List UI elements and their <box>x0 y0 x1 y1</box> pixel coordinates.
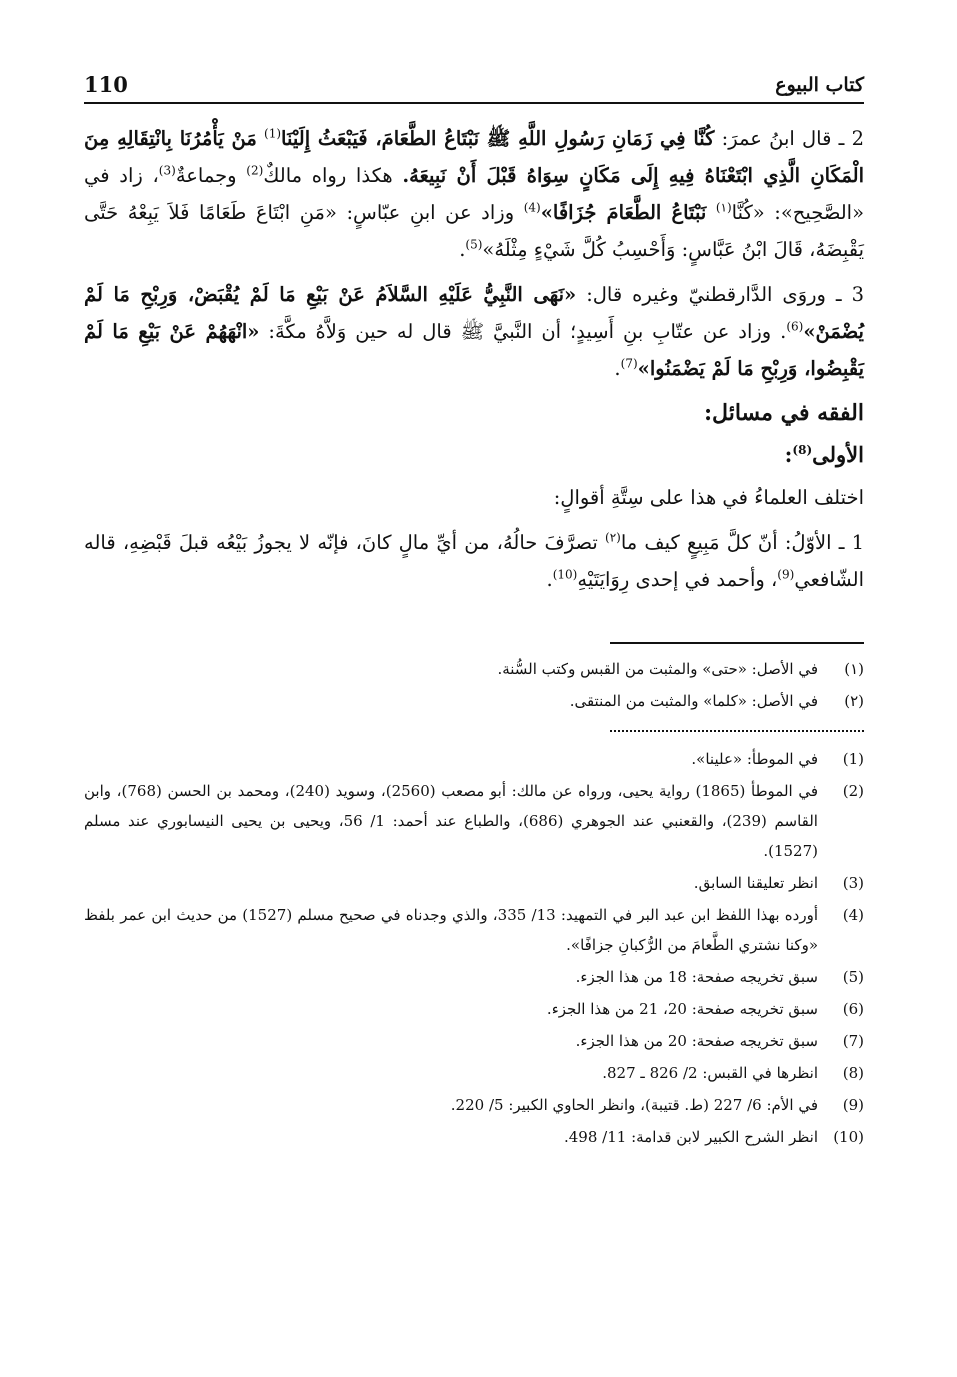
footnote <box>84 1026 864 1056</box>
intro-paragraph: اختلف العلماءُ في هذا على سِتَّةِ أقوالٍ: <box>553 486 864 509</box>
book-page <box>84 66 864 1154</box>
footnote <box>84 868 864 898</box>
editor-note-ref: (٢) <box>605 530 621 545</box>
body-text: تصرَّفَ حالُهُ، من أيِّ مالٍ كانَ، فإنّه لا يجوزُ بَيْعُه قبلَ قَبْضِهِ، قاله الشّافعي <box>84 531 864 591</box>
footnote-ref: (8) <box>792 443 813 457</box>
footnote-ref: (4) <box>523 200 541 215</box>
note-number: (1) <box>842 750 864 768</box>
editor-notes <box>84 654 864 716</box>
footnote <box>84 1122 864 1152</box>
note-text: سبق تخريجه صفحة: 20 من هذا الجزء. <box>575 1032 818 1050</box>
paragraph-3 <box>84 276 864 387</box>
note-number: (6) <box>842 1000 864 1018</box>
punctuation: . <box>459 238 466 261</box>
footnote <box>84 962 864 992</box>
footnote <box>84 776 864 866</box>
note-number: (3) <box>842 874 864 892</box>
footnotes <box>84 744 864 1152</box>
editor-note <box>84 654 864 684</box>
note-number: (4) <box>842 906 864 924</box>
hadith-quote: مَنْ يَأْمُرُنَا بِانْتِقَالِهِ مِنَ الْمَكَانِ الَّذِي ابْتَعْنَاهُ فِيهِ إِلَى مَكَانٍ سِوَاهُ قَبْلَ أَنْ نَبِيعَهُ. <box>84 127 865 187</box>
footnote <box>84 900 864 960</box>
body-text: ، وأحمد في إحدى رِوَايَتَيْهِ <box>577 568 778 591</box>
note-number: (8) <box>842 1064 864 1082</box>
note-number: (٢) <box>844 692 864 710</box>
footnote-ref: (3) <box>158 163 176 178</box>
note-text: في الأم: 6/ 227 (ط. قتيبة)، وانظر الحاوي الكبير: 5/ 220. <box>450 1096 818 1114</box>
punctuation: . <box>614 357 621 380</box>
note-text: في الأصل: «كلما» والمثبت من المنتقى. <box>569 692 818 710</box>
note-number: (7) <box>842 1032 864 1050</box>
note-text: في الموطأ (1865) رواية يحيى، ورواه عن مالك: أبو مصعب (2560)، وسويد (240)، ومحمد بن الحسن (768)، وابن القاسم (239)، والقعنبي عند الجوهري (686)، والطباع عند أحمد: 1/ 56، ويحيى بن يحيى النيسابوري عند مسلم (1527). <box>84 782 819 860</box>
footnote <box>84 994 864 1024</box>
body-text: . وزاد عن عتّابِ بنِ أَسِيدٍ؛ أن النَّبيَّ ﷺ قال له حين وَلاَّهُ مكَّةَ: <box>268 320 787 343</box>
hadith-quote: «نَهَى النَّبِيُّ عَلَيْهِ السَّلاَمُ عَنْ بَيْعِ مَا لَمْ يُقْبَضْ، وَرِبْحِ مَا لَمْ يُضْمَنْ» <box>84 283 864 343</box>
editor-note-ref: (١) <box>715 200 732 215</box>
dotted-separator <box>610 730 864 732</box>
note-number: (١) <box>844 660 864 678</box>
subsection-title: الأولى <box>812 442 864 467</box>
note-text: انظر الشرح الكبير لابن قدامة: 11/ 498. <box>563 1128 818 1146</box>
paragraph-1 <box>84 524 864 598</box>
subsection-heading <box>84 436 864 473</box>
footnote <box>84 744 864 774</box>
page-number: 110 <box>84 72 128 97</box>
paragraph-lead: 1 ـ الأوّلُ: أنّ كلَّ مَبِيعٍ كيف ما <box>620 531 865 554</box>
hadith-quote: «انْهَهُمْ عَنْ بَيْعِ مَا لَمْ يَقْبِضُوا، وَرِبْحِ مَا لَمْ يَضْمَنُوا» <box>84 320 864 380</box>
footnote-ref: (1) <box>264 126 282 141</box>
paragraph-lead: 2 ـ قال ابنُ عمرَ: <box>721 127 864 150</box>
hadith-quote: نَبْتَاعُ الطَّعَامَ جُزَافًا» <box>540 201 707 224</box>
body-text: هكذا رواه مالكٌ <box>263 164 393 187</box>
footnote <box>84 1090 864 1120</box>
note-text: انظر تعليقنا السابق. <box>693 874 818 892</box>
note-text: انظرها في القبس: 2/ 826 ـ 827. <box>602 1064 818 1082</box>
footnote-separator <box>610 642 864 644</box>
section-heading: الفقه في مسائل: <box>703 400 864 426</box>
chapter-title: كتاب البيوع <box>775 74 864 96</box>
body-text: وجماعةٌ <box>175 164 237 187</box>
page-header <box>84 66 864 104</box>
editor-note <box>84 686 864 716</box>
paragraph-2 <box>84 120 864 268</box>
note-text: في الموطأ: «علينا». <box>691 750 818 768</box>
body-text: ، زاد في «الصَّحِيح»: «كُنَّا <box>84 164 865 224</box>
paragraph-lead: 3 ـ وروَى الدَّارقطنيّ وغيره قال: <box>586 283 865 306</box>
note-number: (2) <box>842 782 864 800</box>
footnote-ref: (9) <box>777 567 795 582</box>
punctuation: : <box>784 442 793 467</box>
footnote-ref: (2) <box>246 163 264 178</box>
main-text <box>84 120 864 598</box>
footnote-ref: (5) <box>465 237 483 252</box>
note-text: في الأصل: «حتى» والمثبت من القبس وكتب السُّنة. <box>497 660 818 678</box>
note-text: أورده بهذا اللفظ ابن عبد البر في التمهيد: 13/ 335، والذي وجدناه في صحيح مسلم (1527) من حديث ابن عمر بلفظ «وكنا نشتري الطَّعامَ من الرُّكبانِ جزافًا». <box>84 906 819 954</box>
note-number: (5) <box>842 968 864 986</box>
note-text: سبق تخريجه صفحة: 20، 21 من هذا الجزء. <box>546 1000 818 1018</box>
footnote <box>84 1058 864 1088</box>
note-number: (9) <box>842 1096 864 1114</box>
note-text: سبق تخريجه صفحة: 18 من هذا الجزء. <box>575 968 818 986</box>
footnote-ref: (10) <box>552 567 578 582</box>
hadith-quote: كُنَّا فِي زَمَانِ رَسُولِ اللَّهِ ﷺ نَبْتَاعُ الطَّعَامَ، فَيَبْعَثُ إِلَيْنَا <box>281 127 715 150</box>
footnote-ref: (7) <box>620 356 638 371</box>
punctuation: . <box>546 568 553 591</box>
note-number: (10) <box>833 1128 864 1146</box>
footnote-ref: (6) <box>786 319 804 334</box>
body-text: وزاد عن ابنِ عبّاسٍ: «مَنِ ابْتَاعَ طَعَامًا فَلاَ يَبِعْهُ حَتَّى يَقْبِضَهُ، قَالَ ابْنُ عَبَّاسٍ: وَأَحْسِبُ كُلَّ شَيْءٍ مِثْلَهُ» <box>84 201 864 261</box>
